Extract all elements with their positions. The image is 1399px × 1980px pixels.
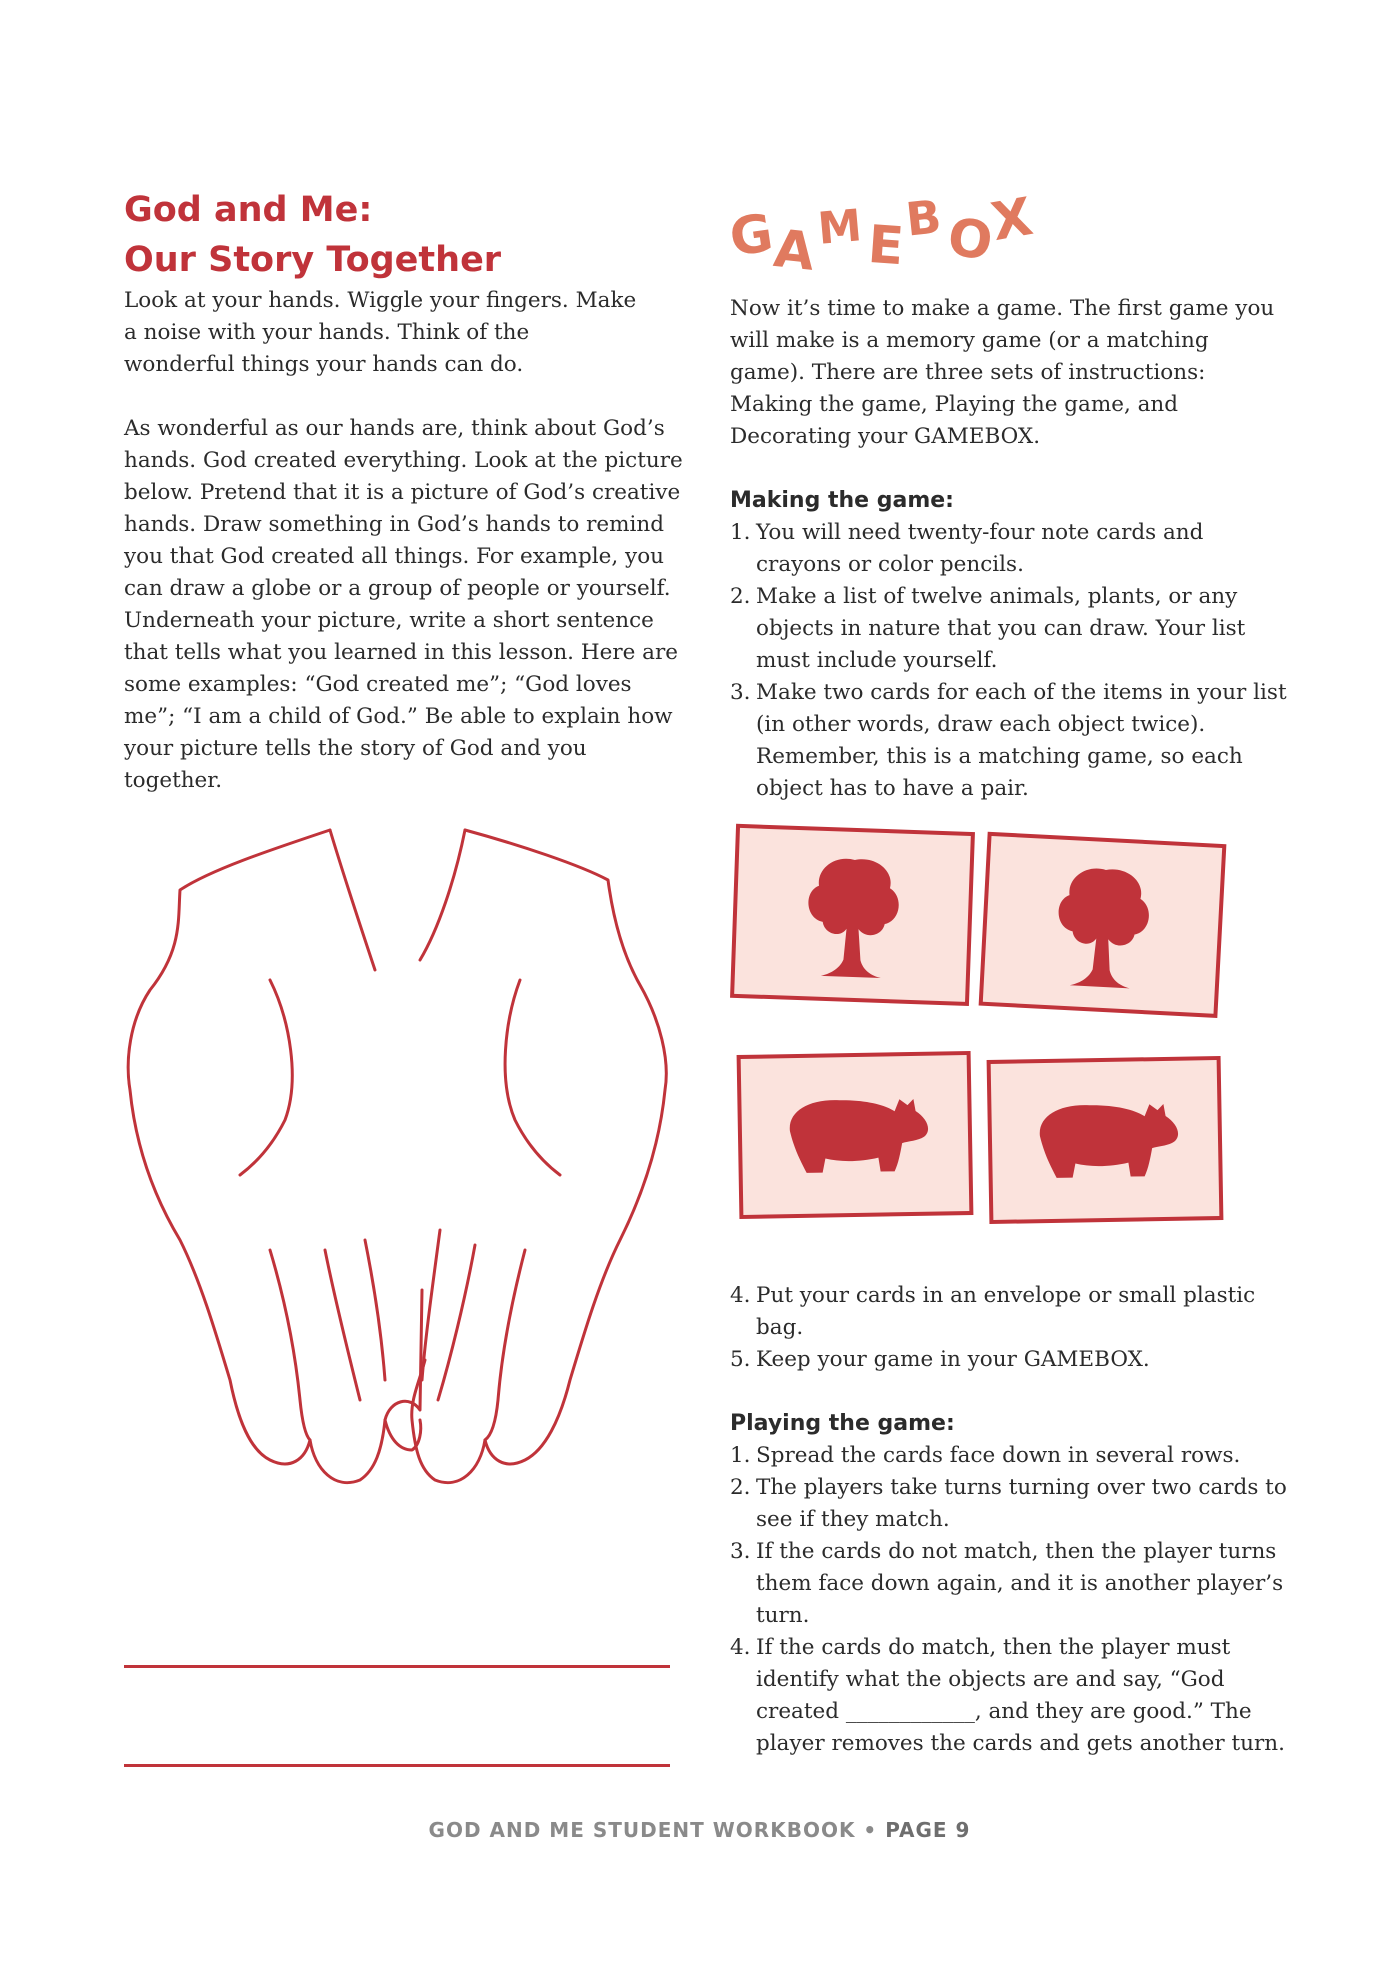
logo-letter: B — [903, 189, 944, 247]
logo-letter: M — [815, 200, 864, 255]
list-item: 2. Make a list of twelve animals, plants, or any objects in nature that you can draw. Your list must include yourself. — [730, 584, 1246, 673]
logo-letter: O — [944, 207, 997, 273]
page-number: PAGE 9 — [885, 1818, 971, 1842]
list-item: 1. Spread the cards face down in several rows. — [730, 1443, 1241, 1468]
playing-steps — [730, 1440, 1290, 1760]
open-hands-illustration — [120, 820, 680, 1540]
gamebox-logo — [726, 180, 1090, 290]
playing-heading: Playing the game: — [730, 1411, 955, 1436]
page-title — [124, 185, 684, 285]
page-footer — [0, 1818, 1399, 1842]
list-item: 4. Put your cards in an envelope or small plastic bag. — [730, 1283, 1256, 1340]
list-item: 3. Make two cards for each of the items in your list (in other words, draw each object twice). Remember, this is a matching game, so each object has to have a pair. — [730, 680, 1287, 801]
left-hand-outline — [128, 830, 422, 1483]
writing-line-2[interactable] — [124, 1764, 670, 1767]
instructions-paragraph: As wonderful as our hands are, think about God’s hands. God created everything. Look at the picture below. Pretend that it is a picture of God’s creative hands. Draw something in God’s hands to remind you that God created all things. For example, you can draw a globe or a group of people or yourself. Underneath your picture, write a short sentence that tells what you learned in this lesson. Here are some examples: “God created me”; “God loves me”; “I am a child of God.” Be able to explain how your picture tells the story of God and you together. — [124, 416, 683, 793]
gamebox-intro: Now it’s time to make a game. The first game you will make is a memory game (or a matching game). There are three sets of instructions: Making the game, Playing the game, and Decorating your GAMEBOX. — [730, 296, 1275, 449]
footer-separator: • — [863, 1818, 878, 1842]
card-bear-2 — [989, 1058, 1222, 1222]
logo-letter: A — [770, 219, 818, 283]
list-item: 2. The players take turns turning over two cards to see if they match. — [730, 1475, 1287, 1532]
matching-cards-illustration — [725, 820, 1245, 1240]
list-item: 1. You will need twenty-four note cards and crayons or color pencils. — [730, 520, 1204, 577]
logo-letter: X — [987, 186, 1037, 254]
list-item: 3. If the cards do not match, then the player turns them face down again, and it is another player’s turn. — [730, 1539, 1284, 1628]
list-item: 4. If the cards do match, then the player must identify what the objects are and say, “God created ____________, and they are good.” The player removes the cards and gets another turn. — [730, 1635, 1285, 1756]
card-tree-2 — [981, 834, 1225, 1016]
title-line-1: God and Me: — [124, 190, 373, 230]
making-heading: Making the game: — [730, 488, 954, 513]
intro-paragraph: Look at your hands. Wiggle your fingers. Make a noise with your hands. Think of the wonderful things your hands can do. — [124, 288, 637, 377]
list-item: 5. Keep your game in your GAMEBOX. — [730, 1347, 1150, 1372]
writing-line-1[interactable] — [124, 1665, 670, 1668]
footer-title: GOD AND ME STUDENT WORKBOOK — [428, 1818, 856, 1842]
card-bear-1 — [739, 1053, 972, 1217]
logo-letter: G — [726, 203, 777, 269]
logo-letter: E — [865, 214, 906, 278]
making-steps-continued — [730, 1280, 1290, 1376]
card-tree-1 — [732, 826, 973, 1004]
left-column — [124, 185, 684, 797]
title-line-2: Our Story Together — [124, 240, 502, 280]
making-steps — [730, 517, 1290, 805]
